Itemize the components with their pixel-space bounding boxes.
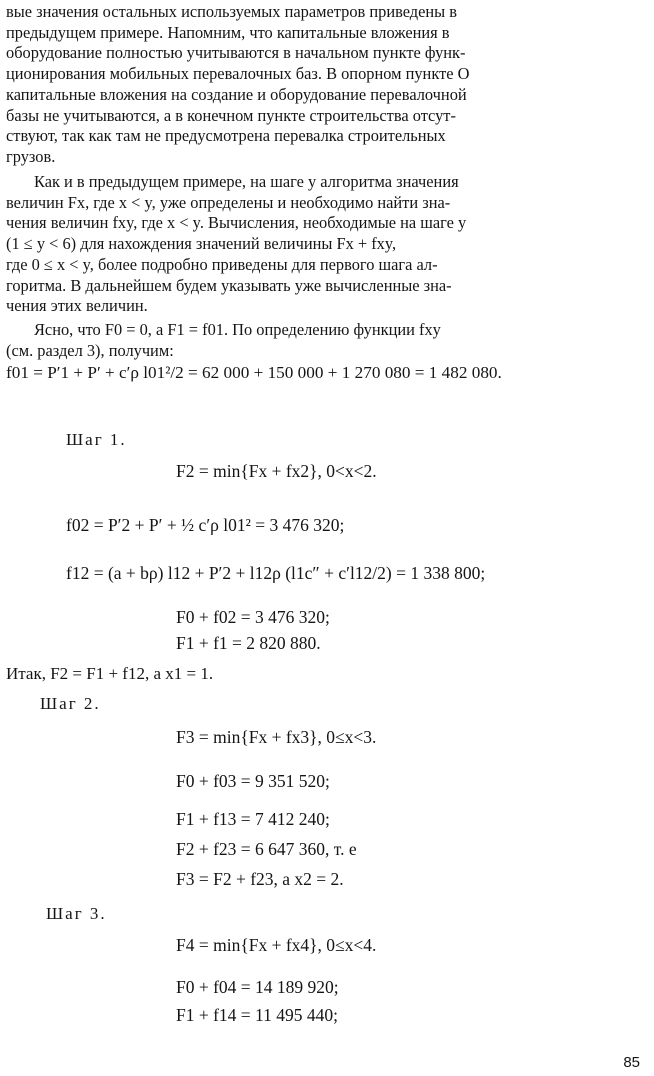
equation-step2-result: F3 = F2 + f23, а x2 = 2. [176,869,344,889]
paragraph-line: где 0 ≤ x < y, более подробно приведены для первого шага ал- [6,254,438,274]
paragraph-line: (1 ≤ y < 6) для нахождения значений величины Fx + fxy, [6,234,397,254]
paragraph-line: грузов. [6,146,56,166]
paragraph-3 [6,320,640,361]
paragraph-2 [6,172,640,317]
paragraph-line: чения этих величин. [6,296,148,316]
paragraph-1 [6,2,640,168]
paragraph-line: горитма. В дальнейшем будем указывать уже вычисленные зна- [6,275,452,295]
paragraph-line: базы не учитываются, а в конечном пункте строительства отсут- [6,105,456,125]
equation-step3-sum1: F1 + f14 = 11 495 440; [176,1005,339,1025]
paragraph-line: капитальные вложения на создание и оборудование перевалочной [6,84,467,104]
paragraph-line: оборудование полностью учитываются в начальном пункте функ- [6,43,466,63]
step-1-label: Шаг 1. [66,430,127,449]
equation-step3-sum0: F0 + f04 = 14 189 920; [176,977,339,997]
paragraph-line: Ясно, что F0 = 0, а F1 = f01. По определению функции fxy [34,320,441,339]
equation-step1-sum0: F0 + f02 = 3 476 320; [176,607,330,627]
equation-step3-min: F4 = min{Fx + fx4}, 0≤x<4. [176,935,377,955]
page-number: 85 [623,1054,640,1071]
equation-step1-min: F2 = min{Fx + fx2}, 0<x<2. [176,461,377,481]
equation-step1-sum1: F1 + f1 = 2 820 880. [176,633,321,653]
paragraph-line: Как и в предыдущем примере, на шаге y алгоритма значения [34,172,459,191]
paragraph-line: вые значения остальных используемых параметров приведены в [6,2,458,21]
paragraph-line: (см. раздел 3), получим: [6,340,174,360]
equation-step2-sum2: F2 + f23 = 6 647 360, т. е [176,839,357,859]
conclusion-line: Итак, F2 = F1 + f12, а x1 = 1. [6,664,214,683]
step-2-label: Шаг 2. [40,694,101,713]
paragraph-line: ционирования мобильных перевалочных баз. В опорном пункте O [6,64,470,84]
equation-f02: f02 = P′2 + P′ + ½ c′ρ l01² = 3 476 320; [66,515,345,535]
equation-f12: f12 = (a + bρ) l12 + P′2 + l12ρ (l1c″ + c′l12/2) = 1 338 800; [66,563,486,583]
step-3-label: Шаг 3. [46,904,107,923]
paragraph-line: ствуют, так как там не предусмотрена перевалка строительных [6,126,446,146]
equation-f01: f01 = P′1 + P′ + c′ρ l01²/2 = 62 000 + 150 000 + 1 270 080 = 1 482 080. [6,363,502,382]
paragraph-line: чения величин fxy, где x < y. Вычисления, необходимые на шаге y [6,213,467,233]
paragraph-line: величин Fx, где x < y, уже определены и необходимо найти зна- [6,192,451,212]
equation-step2-sum0: F0 + f03 = 9 351 520; [176,771,330,791]
paragraph-line: предыдущем примере. Напомним, что капитальные вложения в [6,22,450,42]
equation-step2-sum1: F1 + f13 = 7 412 240; [176,809,330,829]
equation-step2-min: F3 = min{Fx + fx3}, 0≤x<3. [176,727,377,747]
